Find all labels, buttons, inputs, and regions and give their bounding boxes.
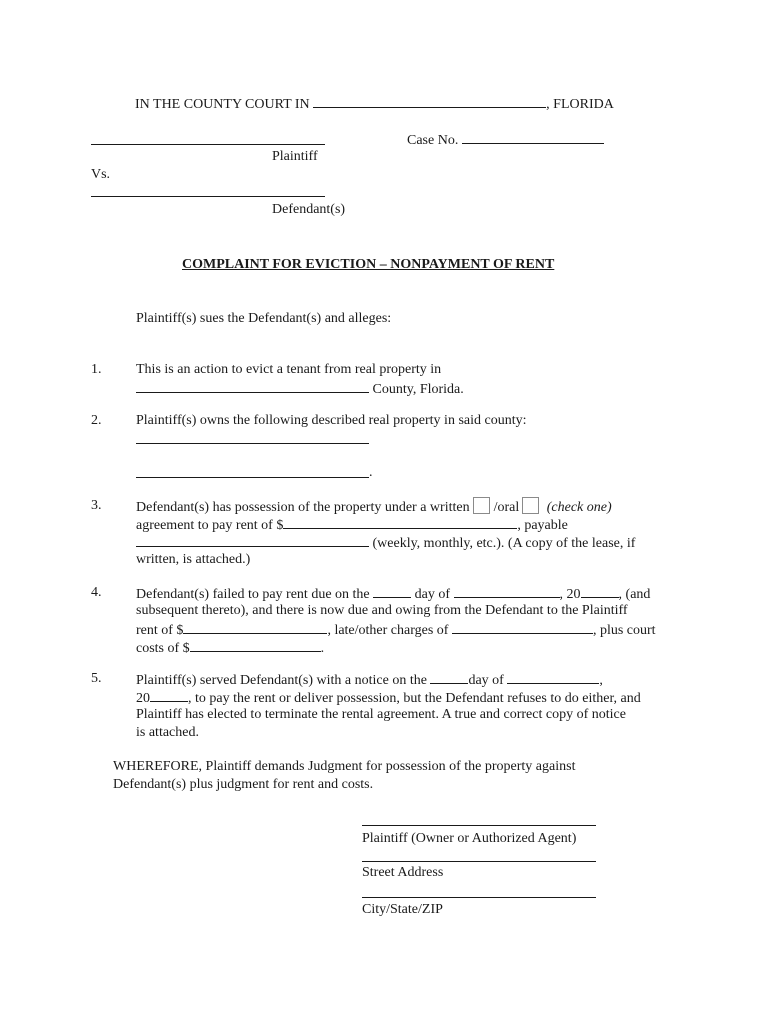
wherefore-line2: Defendant(s) plus judgment for rent and costs. [113,777,374,792]
street-address-label: Street Address [362,865,444,880]
wherefore-line1: WHEREFORE, Plaintiff demands Judgment for possession of the property against [113,759,576,774]
p3-check-one: (check one) [546,500,612,515]
p5-year-blank[interactable] [150,688,188,702]
page-title: COMPLAINT FOR EVICTION – NONPAYMENT OF RENT [182,257,555,272]
p4-rent-label: rent of $ [136,623,184,638]
p5-line4: is attached. [136,725,199,740]
p1-county-suffix: County, Florida. [372,382,464,397]
p2-end-period: . [369,465,373,480]
p2-line1: Plaintiff(s) owns the following described real property in said county: [136,413,527,428]
p4-line1-text: Defendant(s) failed to pay rent due on the [136,587,370,602]
defendant-name-line[interactable] [91,196,325,197]
p3-rent-blank[interactable] [283,515,517,529]
p5-year-prefix: 20 [136,691,150,706]
p3-line1-text: Defendant(s) has possession of the property under a written [136,500,470,515]
defendant-label: Defendant(s) [272,202,346,217]
p5-number: 5. [91,671,102,686]
city-state-zip-label: City/State/ZIP [362,902,443,917]
p5-line2 [136,688,641,708]
court-prefix: IN THE COUNTY COURT IN [135,97,310,112]
p4-late-label: , late/other charges of [327,623,449,638]
p5-line3: Plaintiff has elected to terminate the rental agreement. A true and correct copy of notice [136,707,626,722]
p2-property-line-1[interactable] [136,443,369,444]
p4-line1 [136,584,650,604]
intro-text: Plaintiff(s) sues the Defendant(s) and alleges: [136,311,392,326]
p5-day-of: day of [468,673,504,688]
court-line [135,94,614,114]
p5-line1 [136,670,603,690]
p1-number: 1. [91,362,102,377]
case-no-label: Case No. [407,133,459,148]
signature-label: Plaintiff (Owner or Authorized Agent) [362,831,577,846]
p4-line2: subsequent thereto), and there is now due and owing from the Defendant to the Plaintiff [136,603,628,618]
p5-comma: , [599,673,603,688]
p3-oral-label: /oral [493,500,520,515]
city-state-zip-line[interactable] [362,897,596,898]
p4-line3 [136,620,656,640]
county-blank[interactable] [313,94,546,108]
case-number [407,130,604,150]
written-checkbox[interactable] [473,497,490,514]
p3-number: 3. [91,498,102,513]
p4-day-of: day of [414,587,451,602]
p5-month-blank[interactable] [507,670,599,684]
p4-day-blank[interactable] [373,584,411,598]
p5-line2-text: , to pay the rent or deliver possession, but the Defendant refuses to do either, and [188,691,641,706]
plaintiff-label: Plaintiff [272,149,318,164]
p4-late-blank[interactable] [452,620,593,634]
p5-day-blank[interactable] [430,670,468,684]
p4-month-blank[interactable] [454,584,560,598]
oral-checkbox[interactable] [522,497,539,514]
p3-line4: written, is attached.) [136,552,251,567]
p1-line1: This is an action to evict a tenant from real property in [136,362,442,377]
p3-line2 [136,515,568,535]
p3-payable: , payable [517,518,568,533]
p4-costs-period: . [320,641,325,656]
p3-frequency-text: (weekly, monthly, etc.). (A copy of the lease, if [372,536,636,551]
street-address-line[interactable] [362,861,596,862]
case-no-blank[interactable] [462,130,604,144]
p1-county-blank[interactable] [136,379,369,393]
p4-year-blank[interactable] [581,584,619,598]
p4-court-label: , plus court [592,623,656,638]
signature-line[interactable] [362,825,596,826]
p4-and: , (and [618,587,651,602]
p4-number: 4. [91,585,102,600]
p1-line2 [136,379,464,399]
vs-label: Vs. [91,167,111,182]
p4-costs-label: costs of $ [136,641,190,656]
p4-year-prefix: , 20 [559,587,581,602]
p3-line1 [136,497,612,517]
p2-number: 2. [91,413,102,428]
court-suffix: , FLORIDA [546,97,614,112]
p4-rent-blank[interactable] [183,620,327,634]
p4-line4 [136,638,324,658]
plaintiff-name-line[interactable] [91,144,325,145]
p3-frequency-blank[interactable] [136,533,369,547]
p4-costs-blank[interactable] [190,638,321,652]
p5-line1-text: Plaintiff(s) served Defendant(s) with a notice on the [136,673,427,688]
p3-rent-label: agreement to pay rent of $ [136,518,284,533]
p2-property-line-2[interactable] [136,477,369,478]
p3-line3 [136,533,635,553]
